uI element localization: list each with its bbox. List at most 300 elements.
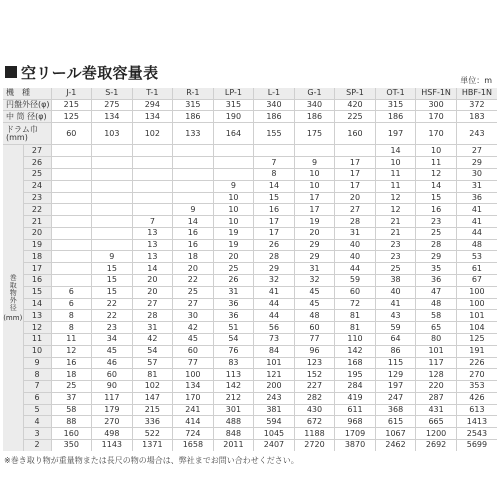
model-header-cell: SP-1 bbox=[335, 88, 376, 99]
spec-value-cell: 133 bbox=[173, 123, 214, 145]
capacity-cell bbox=[173, 169, 214, 181]
capacity-cell: 6 bbox=[51, 298, 92, 310]
capacity-cell: 14 bbox=[132, 263, 173, 275]
capacity-cell: 20 bbox=[132, 275, 173, 287]
capacity-cell: 12 bbox=[416, 169, 457, 181]
table-row bbox=[3, 216, 497, 228]
capacity-cell: 20 bbox=[132, 286, 173, 298]
capacity-cell: 84 bbox=[254, 345, 295, 357]
capacity-cell: 11 bbox=[375, 169, 416, 181]
capacity-cell bbox=[132, 204, 173, 216]
capacity-cell: 522 bbox=[132, 428, 173, 440]
capacity-cell: 26 bbox=[213, 275, 254, 287]
capacity-cell: 31 bbox=[132, 322, 173, 334]
capacity-cell: 47 bbox=[416, 286, 457, 298]
capacity-cell bbox=[132, 192, 173, 204]
capacity-cell: 147 bbox=[132, 392, 173, 404]
capacity-cell bbox=[51, 239, 92, 251]
capacity-cell: 18 bbox=[173, 251, 214, 263]
capacity-cell: 27 bbox=[173, 298, 214, 310]
capacity-cell: 22 bbox=[92, 310, 133, 322]
spec-value-cell: 315 bbox=[375, 99, 416, 111]
capacity-cell: 2407 bbox=[254, 439, 295, 451]
capacity-cell: 197 bbox=[375, 381, 416, 393]
spec-label-cell: ドラム巾(mm) bbox=[3, 123, 51, 145]
capacity-cell: 125 bbox=[456, 333, 497, 345]
capacity-cell: 19 bbox=[213, 227, 254, 239]
capacity-cell: 44 bbox=[335, 263, 376, 275]
capacity-cell: 724 bbox=[173, 428, 214, 440]
table-row bbox=[3, 416, 497, 428]
capacity-cell: 48 bbox=[416, 298, 457, 310]
capacity-cell: 12 bbox=[375, 192, 416, 204]
capacity-cell: 25 bbox=[51, 381, 92, 393]
capacity-cell: 32 bbox=[254, 275, 295, 287]
capacity-cell: 282 bbox=[294, 392, 335, 404]
capacity-cell bbox=[51, 275, 92, 287]
capacity-cell: 83 bbox=[213, 357, 254, 369]
spec-value-cell: 186 bbox=[375, 111, 416, 123]
spec-value-cell: 372 bbox=[456, 99, 497, 111]
diameter-cell: 22 bbox=[23, 204, 51, 216]
diameter-cell: 18 bbox=[23, 251, 51, 263]
spec-row bbox=[3, 111, 497, 123]
capacity-cell bbox=[92, 204, 133, 216]
capacity-cell: 64 bbox=[375, 333, 416, 345]
capacity-cell: 104 bbox=[456, 322, 497, 334]
capacity-cell: 51 bbox=[213, 322, 254, 334]
capacity-cell: 14 bbox=[254, 180, 295, 192]
capacity-cell bbox=[92, 216, 133, 228]
diameter-cell: 6 bbox=[23, 392, 51, 404]
capacity-cell: 15 bbox=[92, 286, 133, 298]
capacity-cell: 45 bbox=[92, 345, 133, 357]
capacity-cell: 220 bbox=[416, 381, 457, 393]
capacity-cell: 1143 bbox=[92, 439, 133, 451]
diameter-cell: 11 bbox=[23, 333, 51, 345]
capacity-cell: 31 bbox=[213, 286, 254, 298]
capacity-cell: 60 bbox=[335, 286, 376, 298]
capacity-cell: 2543 bbox=[456, 428, 497, 440]
capacity-cell: 6 bbox=[51, 286, 92, 298]
capacity-cell bbox=[51, 263, 92, 275]
capacity-cell bbox=[92, 145, 133, 157]
capacity-cell: 241 bbox=[173, 404, 214, 416]
table-row bbox=[3, 428, 497, 440]
table-row bbox=[3, 263, 497, 275]
capacity-cell: 77 bbox=[294, 333, 335, 345]
capacity-cell: 29 bbox=[416, 251, 457, 263]
capacity-cell: 1709 bbox=[335, 428, 376, 440]
capacity-cell: 16 bbox=[254, 204, 295, 216]
capacity-cell: 10 bbox=[294, 169, 335, 181]
model-header-cell: LP-1 bbox=[213, 88, 254, 99]
capacity-cell: 101 bbox=[456, 310, 497, 322]
spec-value-cell: 186 bbox=[254, 111, 295, 123]
capacity-cell bbox=[132, 145, 173, 157]
capacity-cell: 15 bbox=[416, 192, 457, 204]
capacity-cell: 41 bbox=[254, 286, 295, 298]
capacity-cell: 10 bbox=[375, 157, 416, 169]
spec-value-cell: 186 bbox=[173, 111, 214, 123]
capacity-cell: 26 bbox=[254, 239, 295, 251]
capacity-cell: 426 bbox=[456, 392, 497, 404]
capacity-table bbox=[3, 88, 497, 451]
capacity-cell: 9 bbox=[213, 180, 254, 192]
capacity-cell: 15 bbox=[92, 275, 133, 287]
capacity-cell: 23 bbox=[375, 239, 416, 251]
capacity-cell: 44 bbox=[254, 298, 295, 310]
capacity-cell: 48 bbox=[456, 239, 497, 251]
capacity-cell: 27 bbox=[335, 204, 376, 216]
capacity-cell bbox=[51, 169, 92, 181]
capacity-cell: 73 bbox=[254, 333, 295, 345]
capacity-cell: 29 bbox=[254, 263, 295, 275]
capacity-cell: 44 bbox=[456, 227, 497, 239]
diameter-cell: 4 bbox=[23, 416, 51, 428]
capacity-cell: 2692 bbox=[416, 439, 457, 451]
capacity-cell: 611 bbox=[335, 404, 376, 416]
spec-value-cell: 340 bbox=[294, 99, 335, 111]
capacity-cell bbox=[132, 180, 173, 192]
capacity-cell: 7 bbox=[132, 216, 173, 228]
capacity-cell: 90 bbox=[92, 381, 133, 393]
capacity-cell bbox=[51, 145, 92, 157]
capacity-cell: 615 bbox=[375, 416, 416, 428]
capacity-cell: 17 bbox=[254, 216, 295, 228]
capacity-cell: 102 bbox=[132, 381, 173, 393]
capacity-cell: 61 bbox=[456, 263, 497, 275]
capacity-cell: 10 bbox=[213, 204, 254, 216]
capacity-cell: 60 bbox=[92, 369, 133, 381]
capacity-cell: 10 bbox=[213, 216, 254, 228]
capacity-cell: 414 bbox=[173, 416, 214, 428]
capacity-cell: 65 bbox=[416, 322, 457, 334]
capacity-cell: 58 bbox=[416, 310, 457, 322]
spec-value-cell: 160 bbox=[335, 123, 376, 145]
capacity-cell: 96 bbox=[294, 345, 335, 357]
spec-value-cell: 103 bbox=[92, 123, 133, 145]
capacity-cell: 142 bbox=[213, 381, 254, 393]
capacity-cell bbox=[92, 239, 133, 251]
table-row bbox=[3, 345, 497, 357]
table-row bbox=[3, 439, 497, 451]
capacity-cell: 270 bbox=[92, 416, 133, 428]
capacity-cell: 22 bbox=[173, 275, 214, 287]
capacity-cell: 1200 bbox=[416, 428, 457, 440]
capacity-cell: 16 bbox=[51, 357, 92, 369]
capacity-cell: 287 bbox=[416, 392, 457, 404]
capacity-cell: 45 bbox=[294, 298, 335, 310]
capacity-cell bbox=[51, 251, 92, 263]
capacity-cell: 36 bbox=[213, 310, 254, 322]
table-row bbox=[3, 180, 497, 192]
capacity-cell: 129 bbox=[375, 369, 416, 381]
capacity-cell: 3870 bbox=[335, 439, 376, 451]
vertical-label-text: 巻取物外径 bbox=[9, 274, 18, 312]
capacity-cell: 23 bbox=[92, 322, 133, 334]
spec-value-cell: 155 bbox=[254, 123, 295, 145]
capacity-cell: 31 bbox=[456, 180, 497, 192]
capacity-cell bbox=[51, 227, 92, 239]
diameter-cell: 9 bbox=[23, 357, 51, 369]
capacity-cell: 113 bbox=[213, 369, 254, 381]
spec-value-cell: 183 bbox=[456, 111, 497, 123]
capacity-cell bbox=[173, 192, 214, 204]
capacity-cell: 72 bbox=[335, 298, 376, 310]
capacity-cell: 30 bbox=[173, 310, 214, 322]
capacity-cell bbox=[213, 169, 254, 181]
capacity-cell: 35 bbox=[416, 263, 457, 275]
capacity-cell: 81 bbox=[335, 322, 376, 334]
capacity-cell: 16 bbox=[173, 239, 214, 251]
capacity-cell: 14 bbox=[173, 216, 214, 228]
capacity-cell: 13 bbox=[132, 251, 173, 263]
capacity-cell: 11 bbox=[51, 333, 92, 345]
spec-value-cell: 164 bbox=[213, 123, 254, 145]
capacity-cell: 5699 bbox=[456, 439, 497, 451]
model-header-cell: J-1 bbox=[51, 88, 92, 99]
vertical-axis-label bbox=[3, 145, 23, 451]
capacity-cell bbox=[294, 145, 335, 157]
capacity-cell: 36 bbox=[213, 298, 254, 310]
capacity-cell: 17 bbox=[335, 180, 376, 192]
capacity-cell: 29 bbox=[456, 157, 497, 169]
diameter-cell: 8 bbox=[23, 369, 51, 381]
capacity-cell: 1188 bbox=[294, 428, 335, 440]
capacity-cell: 25 bbox=[173, 286, 214, 298]
diameter-cell: 27 bbox=[23, 145, 51, 157]
table-row bbox=[3, 275, 497, 287]
capacity-cell: 28 bbox=[132, 310, 173, 322]
spec-value-cell: 340 bbox=[254, 99, 295, 111]
capacity-cell: 21 bbox=[375, 227, 416, 239]
spec-value-cell: 294 bbox=[132, 99, 173, 111]
capacity-cell: 134 bbox=[173, 381, 214, 393]
capacity-cell: 100 bbox=[456, 286, 497, 298]
capacity-cell bbox=[92, 192, 133, 204]
diameter-cell: 20 bbox=[23, 227, 51, 239]
capacity-cell: 40 bbox=[335, 239, 376, 251]
capacity-cell: 23 bbox=[375, 251, 416, 263]
capacity-cell: 56 bbox=[254, 322, 295, 334]
capacity-cell: 28 bbox=[335, 216, 376, 228]
capacity-cell: 20 bbox=[294, 227, 335, 239]
capacity-cell: 20 bbox=[213, 251, 254, 263]
diameter-cell: 2 bbox=[23, 439, 51, 451]
capacity-cell: 7 bbox=[254, 157, 295, 169]
spec-value-cell: 60 bbox=[51, 123, 92, 145]
capacity-cell: 53 bbox=[456, 251, 497, 263]
model-header-cell: T-1 bbox=[132, 88, 173, 99]
diameter-cell: 10 bbox=[23, 345, 51, 357]
capacity-cell: 45 bbox=[173, 333, 214, 345]
diameter-cell: 5 bbox=[23, 404, 51, 416]
footnote: ※巻き取り物が重量物または長尺の物の場合は、弊社までお問い合わせください。 bbox=[4, 456, 299, 465]
capacity-cell: 21 bbox=[375, 216, 416, 228]
capacity-cell bbox=[92, 180, 133, 192]
capacity-cell: 16 bbox=[173, 227, 214, 239]
capacity-cell: 59 bbox=[335, 275, 376, 287]
capacity-cell: 128 bbox=[416, 369, 457, 381]
capacity-cell: 54 bbox=[132, 345, 173, 357]
capacity-cell: 13 bbox=[132, 239, 173, 251]
table-row bbox=[3, 333, 497, 345]
capacity-cell: 42 bbox=[173, 322, 214, 334]
capacity-cell: 14 bbox=[375, 145, 416, 157]
capacity-cell bbox=[51, 204, 92, 216]
capacity-cell: 34 bbox=[92, 333, 133, 345]
table-row bbox=[3, 298, 497, 310]
capacity-cell: 10 bbox=[294, 180, 335, 192]
capacity-cell: 168 bbox=[335, 357, 376, 369]
capacity-cell bbox=[173, 180, 214, 192]
capacity-cell: 381 bbox=[254, 404, 295, 416]
diameter-cell: 14 bbox=[23, 298, 51, 310]
unit-label: 単位：m bbox=[460, 76, 492, 85]
spec-value-cell: 315 bbox=[213, 99, 254, 111]
capacity-cell bbox=[51, 180, 92, 192]
capacity-cell: 17 bbox=[294, 192, 335, 204]
capacity-cell: 48 bbox=[294, 310, 335, 322]
capacity-cell bbox=[335, 145, 376, 157]
spec-row bbox=[3, 99, 497, 111]
capacity-cell bbox=[92, 157, 133, 169]
spec-value-cell: 225 bbox=[335, 111, 376, 123]
table-row bbox=[3, 227, 497, 239]
capacity-cell: 498 bbox=[92, 428, 133, 440]
capacity-cell: 57 bbox=[132, 357, 173, 369]
capacity-cell: 15 bbox=[254, 192, 295, 204]
capacity-cell: 81 bbox=[335, 310, 376, 322]
capacity-cell bbox=[92, 227, 133, 239]
capacity-cell: 117 bbox=[92, 392, 133, 404]
model-header-cell: OT-1 bbox=[375, 88, 416, 99]
capacity-cell: 160 bbox=[51, 428, 92, 440]
capacity-cell: 40 bbox=[375, 286, 416, 298]
capacity-cell: 170 bbox=[173, 392, 214, 404]
capacity-cell: 28 bbox=[254, 251, 295, 263]
capacity-cell: 25 bbox=[213, 263, 254, 275]
diameter-cell: 7 bbox=[23, 381, 51, 393]
diameter-cell: 19 bbox=[23, 239, 51, 251]
capacity-cell: 10 bbox=[213, 192, 254, 204]
capacity-cell: 77 bbox=[173, 357, 214, 369]
diameter-cell: 21 bbox=[23, 216, 51, 228]
diameter-cell: 17 bbox=[23, 263, 51, 275]
capacity-cell: 368 bbox=[375, 404, 416, 416]
capacity-cell: 17 bbox=[335, 169, 376, 181]
table-row bbox=[3, 145, 497, 157]
table-row bbox=[3, 322, 497, 334]
capacity-cell: 30 bbox=[456, 169, 497, 181]
capacity-cell: 430 bbox=[294, 404, 335, 416]
capacity-cell: 14 bbox=[416, 180, 457, 192]
capacity-cell: 848 bbox=[213, 428, 254, 440]
capacity-cell: 28 bbox=[416, 239, 457, 251]
capacity-cell: 431 bbox=[416, 404, 457, 416]
capacity-cell: 110 bbox=[335, 333, 376, 345]
capacity-cell: 41 bbox=[456, 204, 497, 216]
capacity-cell: 36 bbox=[416, 275, 457, 287]
capacity-cell: 1658 bbox=[173, 439, 214, 451]
capacity-cell: 31 bbox=[335, 227, 376, 239]
table-row bbox=[3, 286, 497, 298]
capacity-cell: 227 bbox=[294, 381, 335, 393]
page-title-block bbox=[5, 62, 158, 82]
capacity-cell: 179 bbox=[92, 404, 133, 416]
header-label-cell: 機 種 bbox=[3, 88, 51, 99]
diameter-cell: 26 bbox=[23, 157, 51, 169]
capacity-cell: 968 bbox=[335, 416, 376, 428]
capacity-cell: 17 bbox=[294, 204, 335, 216]
capacity-cell: 101 bbox=[416, 345, 457, 357]
vertical-unit-text: (mm) bbox=[3, 313, 23, 322]
capacity-cell: 8 bbox=[51, 322, 92, 334]
capacity-cell: 45 bbox=[294, 286, 335, 298]
capacity-cell: 115 bbox=[375, 357, 416, 369]
spec-value-cell: 215 bbox=[51, 99, 92, 111]
table-row bbox=[3, 369, 497, 381]
capacity-cell: 29 bbox=[294, 251, 335, 263]
capacity-cell: 301 bbox=[213, 404, 254, 416]
capacity-cell: 243 bbox=[254, 392, 295, 404]
capacity-cell: 11 bbox=[416, 157, 457, 169]
capacity-cell: 121 bbox=[254, 369, 295, 381]
capacity-cell: 1371 bbox=[132, 439, 173, 451]
capacity-cell: 81 bbox=[132, 369, 173, 381]
table-row bbox=[3, 169, 497, 181]
capacity-cell: 13 bbox=[132, 227, 173, 239]
spec-label-cell: 円盤外径(φ) bbox=[3, 99, 51, 111]
capacity-cell: 270 bbox=[456, 369, 497, 381]
capacity-cell: 20 bbox=[173, 263, 214, 275]
capacity-cell: 9 bbox=[173, 204, 214, 216]
capacity-cell: 22 bbox=[92, 298, 133, 310]
spec-value-cell: 102 bbox=[132, 123, 173, 145]
capacity-cell: 195 bbox=[335, 369, 376, 381]
spec-label-cell: 中 筒 径(φ) bbox=[3, 111, 51, 123]
capacity-cell: 44 bbox=[254, 310, 295, 322]
diameter-cell: 24 bbox=[23, 180, 51, 192]
capacity-cell: 36 bbox=[456, 192, 497, 204]
capacity-cell: 59 bbox=[375, 322, 416, 334]
capacity-cell: 41 bbox=[456, 216, 497, 228]
model-header-cell: R-1 bbox=[173, 88, 214, 99]
capacity-cell: 142 bbox=[335, 345, 376, 357]
diameter-cell: 23 bbox=[23, 192, 51, 204]
capacity-cell: 76 bbox=[213, 345, 254, 357]
page-title: 空リール巻取容量表 bbox=[21, 63, 159, 82]
capacity-cell: 9 bbox=[294, 157, 335, 169]
capacity-cell bbox=[92, 169, 133, 181]
spec-value-cell: 190 bbox=[213, 111, 254, 123]
table-row bbox=[3, 192, 497, 204]
capacity-cell: 17 bbox=[254, 227, 295, 239]
spec-value-cell: 420 bbox=[335, 99, 376, 111]
capacity-cell: 613 bbox=[456, 404, 497, 416]
capacity-cell bbox=[173, 145, 214, 157]
capacity-cell: 350 bbox=[51, 439, 92, 451]
capacity-cell: 19 bbox=[213, 239, 254, 251]
capacity-cell: 117 bbox=[416, 357, 457, 369]
capacity-cell: 25 bbox=[416, 227, 457, 239]
capacity-cell bbox=[132, 169, 173, 181]
capacity-cell: 54 bbox=[213, 333, 254, 345]
table-row bbox=[3, 357, 497, 369]
capacity-cell: 60 bbox=[294, 322, 335, 334]
diameter-cell: 3 bbox=[23, 428, 51, 440]
